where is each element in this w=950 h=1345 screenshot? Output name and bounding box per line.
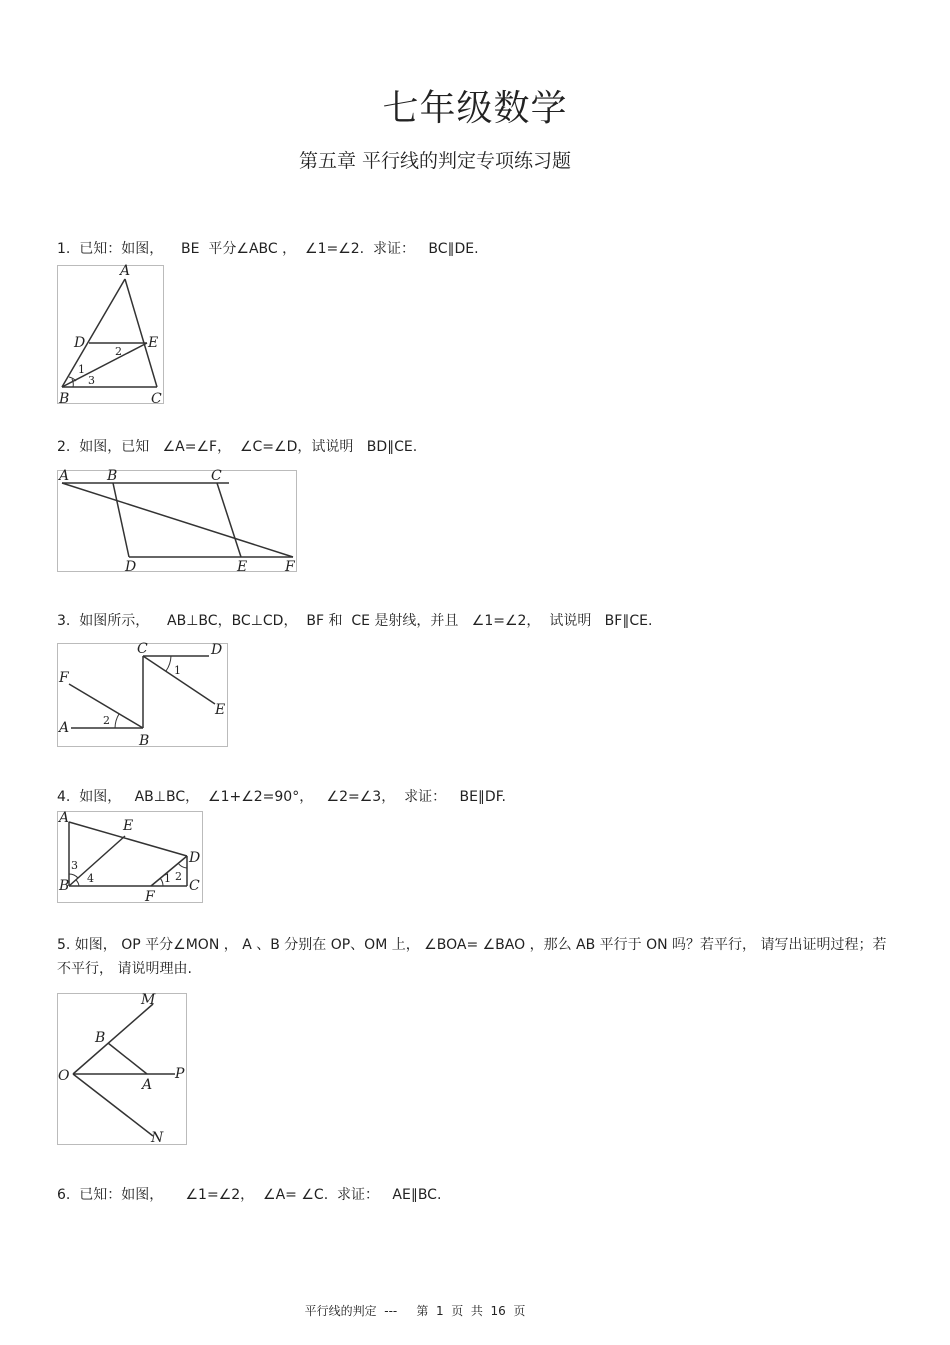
question-2-figure bbox=[57, 467, 299, 575]
figure-1-angle-1: 1 bbox=[78, 363, 85, 376]
figure-4-label-c: C bbox=[189, 878, 200, 894]
figure-1-label-b: B bbox=[59, 391, 70, 407]
figure-3-label-b: B bbox=[139, 733, 150, 749]
figure-5-label-n: N bbox=[151, 1130, 164, 1146]
figure-2-label-f: F bbox=[285, 559, 295, 575]
figure-2-label-e: E bbox=[237, 559, 248, 575]
figure-4-label-e: E bbox=[123, 818, 134, 834]
question-3-text: 3. 如图所示， AB⊥BC，BC⊥CD， BF 和 CE 是射线，并且 ∠1=∠2， 试说明 BF∥CE. bbox=[57, 613, 653, 629]
figure-2-label-b: B bbox=[107, 468, 118, 484]
figure-1-label-c: C bbox=[151, 391, 162, 407]
question-3-figure bbox=[57, 640, 231, 750]
figure-3-label-c: C bbox=[137, 641, 148, 657]
figure-3-angle-2: 2 bbox=[103, 714, 110, 727]
figure-2-label-d: D bbox=[125, 559, 137, 575]
question-5-figure bbox=[57, 990, 191, 1148]
question-4-figure bbox=[57, 808, 207, 906]
figure-2-label-c: C bbox=[211, 468, 222, 484]
figure-4-angle-4: 4 bbox=[87, 872, 94, 885]
figure-5-label-p: P bbox=[175, 1066, 185, 1082]
figure-5-label-b: B bbox=[95, 1030, 106, 1046]
document-title: 七年级数学 bbox=[382, 88, 568, 129]
question-5-text: 5. 如图， OP 平分∠MON ， A 、B 分别在 OP、OM 上， ∠BOA= ∠BAO ，那么 AB 平行于 ON 吗？若平行， 请写出证明过程；若不平行， 请说明理由. bbox=[57, 937, 887, 977]
question-4-text: 4. 如图， AB⊥BC， ∠1+∠2=90°， ∠2=∠3， 求证： BE∥DF. bbox=[57, 789, 506, 805]
chapter-subtitle: 第五章 平行线的判定专项练习题 bbox=[298, 150, 572, 172]
page-footer: 平行线的判定 --- 第 1 页 共 16 页 bbox=[304, 1304, 526, 1318]
question-2-text: 2. 如图，已知 ∠A=∠F， ∠C=∠D，试说明 BD∥CE. bbox=[57, 439, 418, 455]
figure-1-angle-2: 2 bbox=[115, 345, 122, 358]
figure-4-angle-3: 3 bbox=[71, 859, 78, 872]
figure-1-label-a: A bbox=[120, 263, 131, 279]
figure-4-label-f: F bbox=[145, 889, 155, 905]
figure-2-label-a: A bbox=[59, 468, 70, 484]
figure-4-label-b: B bbox=[59, 878, 70, 894]
figure-5-label-a: A bbox=[142, 1077, 153, 1093]
figure-5-label-o: O bbox=[58, 1068, 70, 1084]
figure-1-label-e: E bbox=[148, 335, 159, 351]
figure-4-label-d: D bbox=[189, 850, 201, 866]
question-6-text: 6. 已知：如图， ∠1=∠2， ∠A= ∠C. 求证： AE∥BC. bbox=[57, 1187, 442, 1203]
figure-3-label-a: A bbox=[59, 720, 70, 736]
figure-4-angle-2: 2 bbox=[175, 870, 182, 883]
figure-4-angle-1: 1 bbox=[164, 872, 171, 885]
figure-3-label-f: F bbox=[59, 670, 69, 686]
figure-4-label-a: A bbox=[59, 810, 70, 826]
figure-3-angle-1: 1 bbox=[174, 664, 181, 677]
figure-5-label-m: M bbox=[141, 992, 156, 1008]
question-1-figure bbox=[57, 265, 165, 407]
figure-3-label-d: D bbox=[211, 642, 223, 658]
figure-1-angle-3: 3 bbox=[88, 374, 95, 387]
question-1-text: 1. 已知：如图， BE 平分∠ABC ， ∠1=∠2. 求证： BC∥DE. bbox=[57, 241, 479, 257]
figure-3-label-e: E bbox=[215, 702, 226, 718]
figure-1-label-d: D bbox=[74, 335, 86, 351]
